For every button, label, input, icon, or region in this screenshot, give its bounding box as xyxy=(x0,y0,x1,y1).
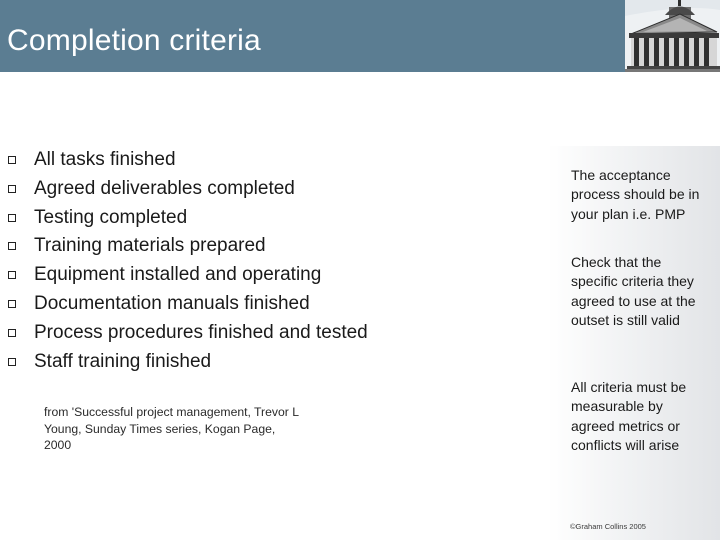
list-item-text: Staff training finished xyxy=(34,350,212,372)
square-bullet-icon xyxy=(8,300,16,308)
list-item-text: Testing completed xyxy=(34,206,188,228)
note-measurable-criteria: All criteria must be measurable by agreed metrics or conflicts will arise xyxy=(571,379,687,454)
square-bullet-icon xyxy=(8,214,16,222)
source-citation: from 'Successful project management, Trevor L Young, Sunday Times series, Kogan Page, 2000 xyxy=(44,405,299,452)
list-item-text: Process procedures finished and tested xyxy=(34,321,368,343)
list-item-text: Agreed deliverables completed xyxy=(34,177,295,199)
square-bullet-icon xyxy=(8,271,16,279)
copyright-notice: ©Graham Collins 2005 xyxy=(570,522,646,531)
list-item-text: Documentation manuals finished xyxy=(34,292,310,314)
square-bullet-icon xyxy=(8,329,16,337)
list-item-text: All tasks finished xyxy=(34,149,176,170)
square-bullet-icon xyxy=(8,358,16,366)
note-check-criteria: Check that the specific criteria they agreed to use at the outset is still valid xyxy=(571,254,696,329)
slide-title: Completion criteria xyxy=(7,24,261,57)
note-acceptance-process: The acceptance process should be in your plan i.e. PMP xyxy=(571,167,700,222)
title-bar xyxy=(0,0,720,72)
square-bullet-icon xyxy=(8,185,16,193)
list-item-text: Equipment installed and operating xyxy=(34,264,322,286)
building-icon xyxy=(625,0,720,72)
square-bullet-icon xyxy=(8,156,16,164)
square-bullet-icon xyxy=(8,242,16,250)
list-item-text: Training materials prepared xyxy=(34,235,266,257)
